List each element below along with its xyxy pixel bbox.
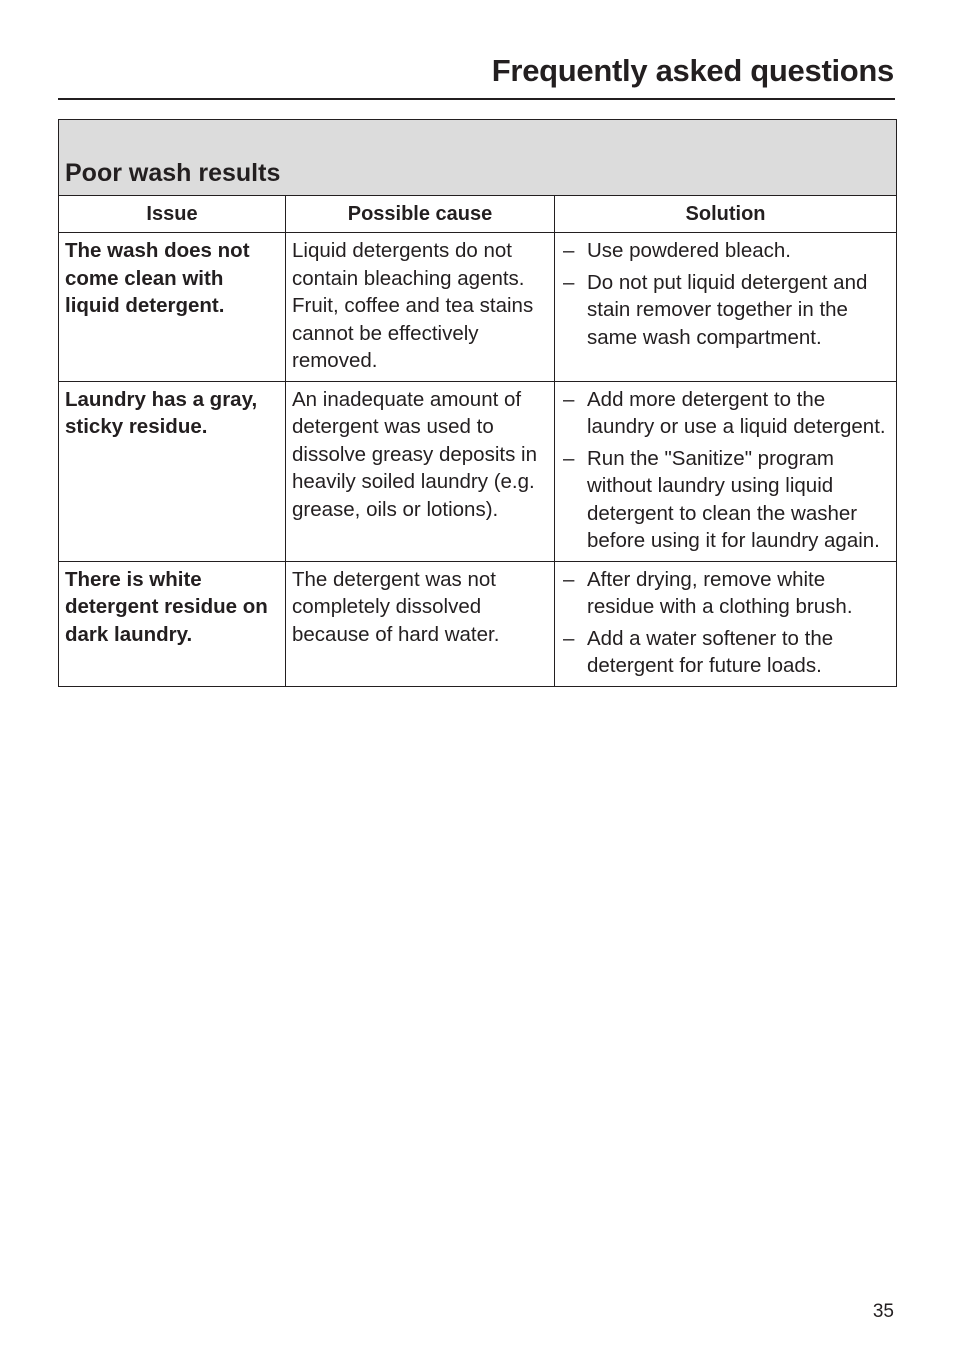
solution-list (559, 237, 890, 351)
section-header (59, 120, 897, 196)
issue-cell: There is white detergent residue on dark laundry. (59, 561, 286, 686)
solution-item (559, 269, 890, 352)
solution-item (559, 566, 890, 621)
solution-text: Add a water softener to the detergent for future loads. (587, 626, 834, 677)
solution-item (559, 445, 890, 555)
faq-table (58, 119, 897, 687)
issue-cell: The wash does not come clean with liquid detergent. (59, 233, 286, 382)
column-header-solution: Solution (555, 196, 897, 233)
solution-text: Add more detergent to the laundry or use a liquid detergent. (587, 387, 886, 438)
solution-item (559, 625, 890, 680)
table-row (59, 561, 897, 686)
solution-cell (555, 233, 897, 382)
solution-text: Run the "Sanitize" program without laundry using liquid detergent to clean the washer before using it for laundry again. (587, 446, 880, 552)
dash-bullet: – (563, 567, 575, 591)
solution-cell (555, 561, 897, 686)
solution-text: After drying, remove white residue with a clothing brush. (587, 567, 853, 618)
solution-text: Do not put liquid detergent and stain remover together in the same wash compartment. (587, 270, 868, 349)
dash-bullet: – (563, 626, 575, 650)
solution-text: Use powdered bleach. (587, 239, 791, 262)
section-title: Poor wash results (65, 159, 281, 187)
table-row (59, 233, 897, 382)
table-row (59, 381, 897, 561)
column-header-row (59, 196, 897, 233)
cause-cell: An inadequate amount of detergent was used to dissolve greasy deposits in heavily soiled laundry (e.g. grease, oils or lotions). (286, 381, 555, 561)
cause-cell: Liquid detergents do not contain bleaching agents. Fruit, coffee and tea stains cannot be effectively removed. (286, 233, 555, 382)
solution-cell (555, 381, 897, 561)
page-title: Frequently asked questions (491, 53, 894, 88)
issue-cell: Laundry has a gray, sticky residue. (59, 381, 286, 561)
column-header-issue: Issue (59, 196, 286, 233)
section-header-row (59, 120, 897, 196)
page-number: 35 (872, 1301, 894, 1322)
title-divider (58, 98, 895, 100)
dash-bullet: – (563, 387, 575, 411)
cause-cell: The detergent was not completely dissolved because of hard water. (286, 561, 555, 686)
dash-bullet: – (563, 239, 575, 262)
dash-bullet: – (563, 446, 575, 470)
solution-item (559, 386, 890, 441)
solution-item (559, 237, 890, 265)
dash-bullet: – (563, 270, 575, 294)
solution-list (559, 386, 890, 555)
solution-list (559, 566, 890, 680)
column-header-cause: Possible cause (286, 196, 555, 233)
